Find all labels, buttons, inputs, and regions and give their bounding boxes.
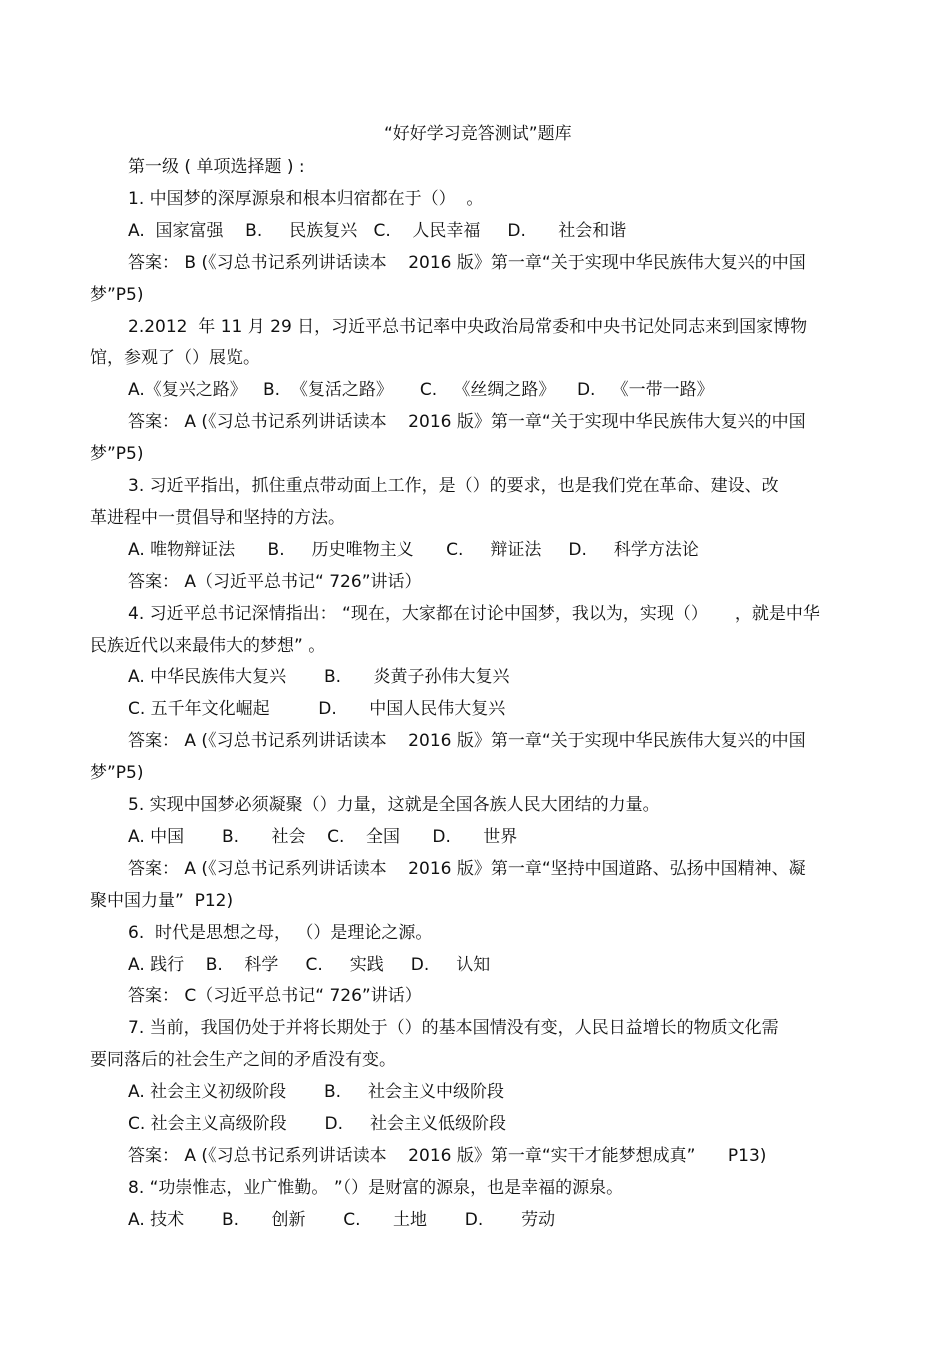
text-line: 答案： B (《习总书记系列讲话读本 2016 版》第一章“关于实现中华民族伟大复兴的中国	[128, 253, 806, 273]
text-line: 6. 时代是思想之母， （）是理论之源。	[128, 923, 433, 943]
text-line: 梦”P5)	[90, 285, 144, 305]
text-line: 5. 实现中国梦必须凝聚（）力量，这就是全国各族人民大团结的力量。	[128, 795, 660, 815]
text-line: 答案： C（习近平总书记“ 726”讲话）	[128, 986, 422, 1006]
text-line: 要同落后的社会生产之间的矛盾没有变。	[90, 1050, 396, 1070]
text-line: 第一级 ( 单项选择题 ) :	[128, 157, 305, 177]
text-line: 梦”P5)	[90, 444, 144, 464]
text-line: 答案： A (《习总书记系列讲话读本 2016 版》第一章“坚持中国道路、弘扬中国精神、凝	[128, 859, 806, 879]
text-line: 梦”P5)	[90, 763, 144, 783]
text-line: 答案： A (《习总书记系列讲话读本 2016 版》第一章“关于实现中华民族伟大复兴的中国	[128, 412, 806, 432]
text-line: A. 中国 B. 社会 C. 全国 D. 世界	[128, 827, 518, 847]
text-line: 馆，参观了（）展览。	[90, 348, 260, 368]
text-line: 答案： A (《习总书记系列讲话读本 2016 版》第一章“关于实现中华民族伟大复兴的中国	[128, 731, 806, 751]
text-line: 革进程中一贯倡导和坚持的方法。	[90, 508, 345, 528]
text-line: 答案： A (《习总书记系列讲话读本 2016 版》第一章“实干才能梦想成真” P13)	[128, 1146, 767, 1166]
text-line: 聚中国力量” P12)	[90, 891, 234, 911]
text-line: 1. 中国梦的深厚源泉和根本归宿都在于（） 。	[128, 189, 484, 209]
text-line: A. 技术 B. 创新 C. 土地 D. 劳动	[128, 1210, 556, 1230]
text-line: C. 五千年文化崛起 D. 中国人民伟大复兴	[128, 699, 506, 719]
page-title: “好好学习竞答测试”题库	[384, 124, 572, 144]
text-line: A. 中华民族伟大复兴 B. 炎黄子孙伟大复兴	[128, 667, 510, 687]
text-line: A. 唯物辩证法 B. 历史唯物主义 C. 辩证法 D. 科学方法论	[128, 540, 699, 560]
text-line: A.《复兴之路》 B. 《复活之路》 C. 《丝绸之路》 D. 《一带一路》	[128, 380, 714, 400]
text-line: 2.2012 年 11 月 29 日，习近平总书记率中央政治局常委和中央书记处同志来到国家博物	[128, 317, 808, 337]
text-line: 8. “功崇惟志，业广惟勤。 ”（）是财富的源泉，也是幸福的源泉。	[128, 1178, 624, 1198]
text-line: A. 践行 B. 科学 C. 实践 D. 认知	[128, 955, 491, 975]
text-line: 7. 当前，我国仍处于并将长期处于（）的基本国情没有变，人民日益增长的物质文化需	[128, 1018, 779, 1038]
text-line: A. 社会主义初级阶段 B. 社会主义中级阶段	[128, 1082, 505, 1102]
text-line: C. 社会主义高级阶段 D. 社会主义低级阶段	[128, 1114, 507, 1134]
text-line: 民族近代以来最伟大的梦想” 。	[90, 636, 326, 656]
text-line: 4. 习近平总书记深情指出： “现在，大家都在讨论中国梦，我以为，实现（） ，就是中华	[128, 604, 820, 624]
text-line: 3. 习近平指出，抓住重点带动面上工作，是（）的要求，也是我们党在革命、建设、改	[128, 476, 779, 496]
text-line: 答案： A（习近平总书记“ 726”讲话）	[128, 572, 422, 592]
text-line: A. 国家富强 B. 民族复兴 C. 人民幸福 D. 社会和谐	[128, 221, 627, 241]
